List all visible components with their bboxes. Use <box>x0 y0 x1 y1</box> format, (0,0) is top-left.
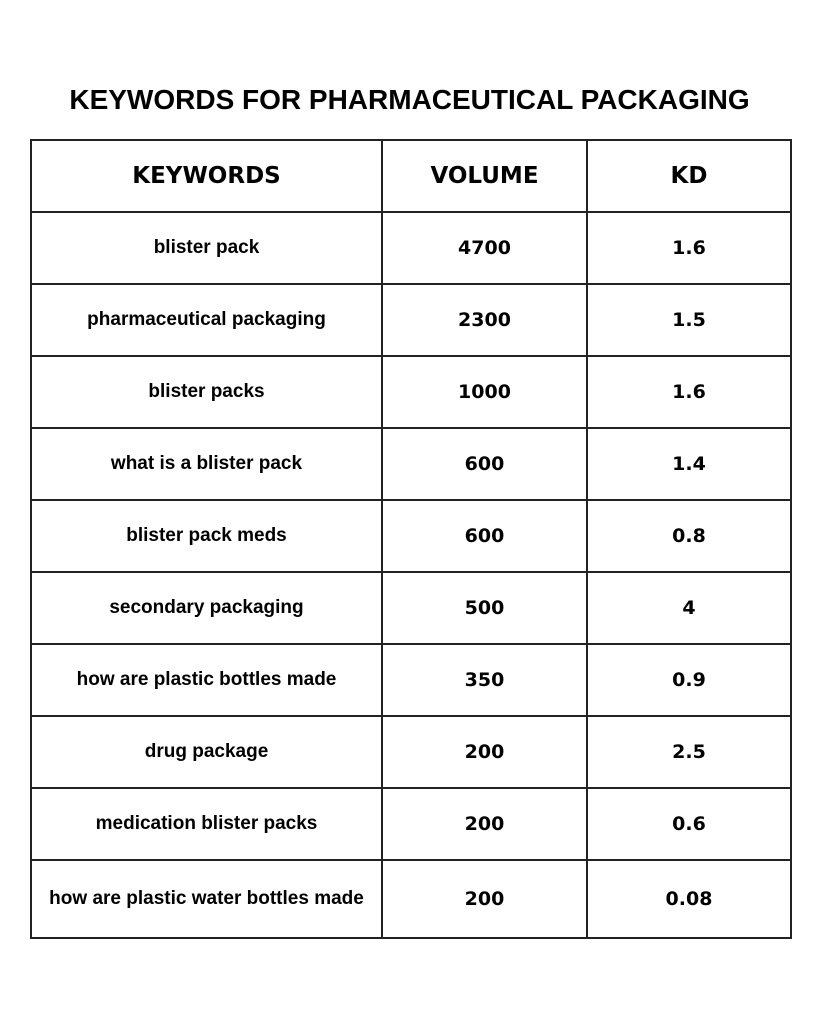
table-row <box>31 572 791 644</box>
table-row <box>31 212 791 284</box>
volume-cell: 4700 <box>382 212 587 284</box>
kd-cell: 1.5 <box>587 284 791 356</box>
volume-cell: 200 <box>382 860 587 938</box>
kd-cell: 4 <box>587 572 791 644</box>
table-row <box>31 356 791 428</box>
keyword-cell: medication blister packs <box>31 788 382 860</box>
kd-cell: 0.8 <box>587 500 791 572</box>
keyword-cell: how are plastic water bottles made <box>31 860 382 938</box>
kd-cell: 0.6 <box>587 788 791 860</box>
kd-cell: 1.4 <box>587 428 791 500</box>
table-row <box>31 788 791 860</box>
kd-cell: 1.6 <box>587 212 791 284</box>
table-row <box>31 860 791 938</box>
keyword-cell: secondary packaging <box>31 572 382 644</box>
keyword-cell: blister packs <box>31 356 382 428</box>
table-row <box>31 284 791 356</box>
keyword-cell: how are plastic bottles made <box>31 644 382 716</box>
column-header-kd: KD <box>587 140 791 212</box>
table-row <box>31 644 791 716</box>
keywords-table <box>30 139 792 939</box>
volume-cell: 600 <box>382 428 587 500</box>
table-row <box>31 500 791 572</box>
table-row <box>31 716 791 788</box>
volume-cell: 350 <box>382 644 587 716</box>
volume-cell: 600 <box>382 500 587 572</box>
column-header-volume: VOLUME <box>382 140 587 212</box>
keyword-cell: what is a blister pack <box>31 428 382 500</box>
keyword-cell: drug package <box>31 716 382 788</box>
table-header-row <box>31 140 791 212</box>
volume-cell: 200 <box>382 788 587 860</box>
kd-cell: 0.08 <box>587 860 791 938</box>
keyword-cell: blister pack <box>31 212 382 284</box>
volume-cell: 500 <box>382 572 587 644</box>
column-header-keywords: KEYWORDS <box>31 140 382 212</box>
volume-cell: 200 <box>382 716 587 788</box>
volume-cell: 2300 <box>382 284 587 356</box>
kd-cell: 0.9 <box>587 644 791 716</box>
volume-cell: 1000 <box>382 356 587 428</box>
page-title: KEYWORDS FOR PHARMACEUTICAL PACKAGING <box>69 84 750 115</box>
keyword-cell: pharmaceutical packaging <box>31 284 382 356</box>
keyword-cell: blister pack meds <box>31 500 382 572</box>
kd-cell: 1.6 <box>587 356 791 428</box>
table-row <box>31 428 791 500</box>
kd-cell: 2.5 <box>587 716 791 788</box>
